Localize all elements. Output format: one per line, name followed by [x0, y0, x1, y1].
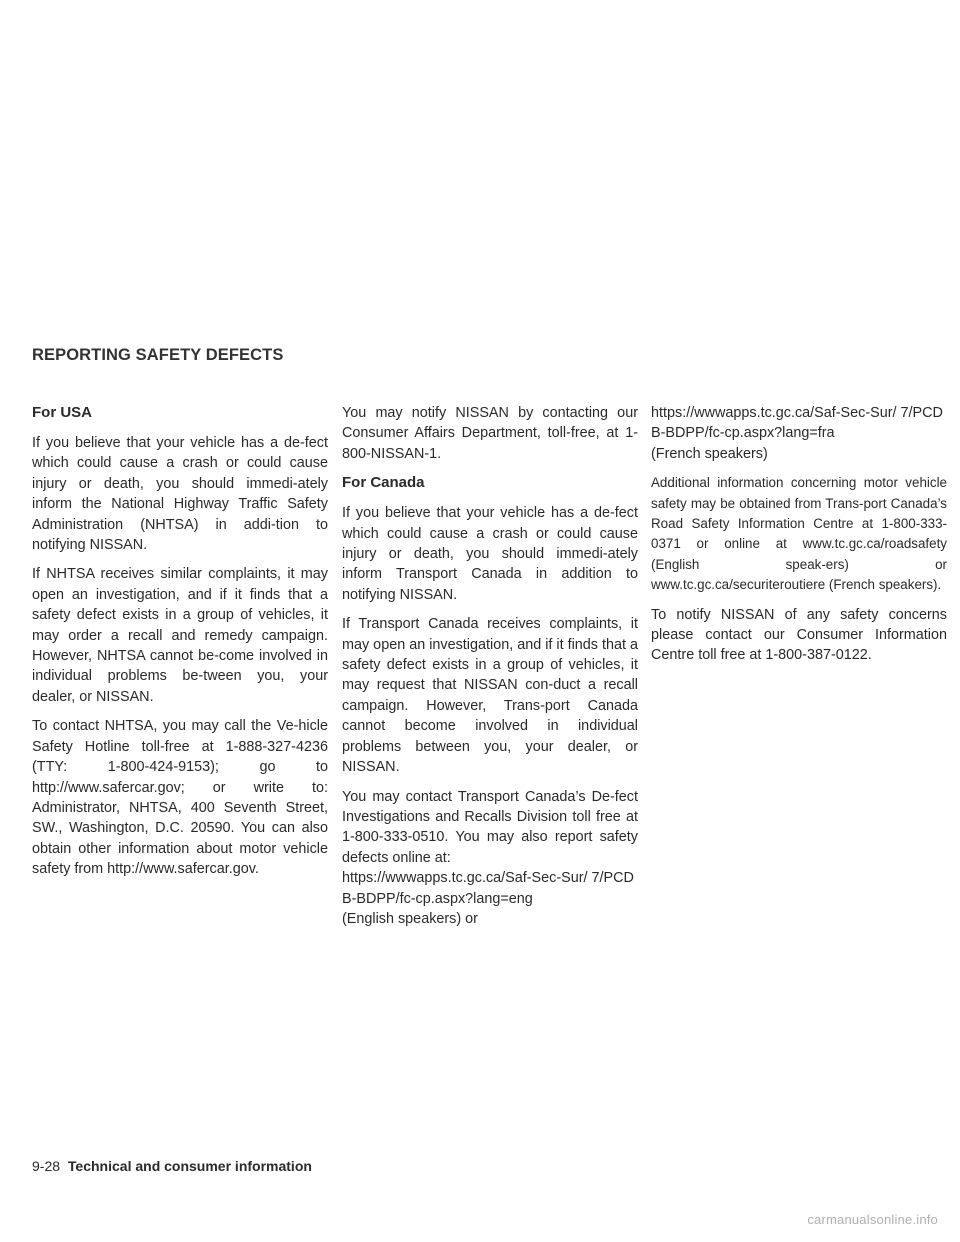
footer-section-name: Technical and consumer information: [67, 1158, 312, 1174]
heading-for-canada: For Canada: [342, 474, 425, 492]
canada-paragraph-2: If Transport Canada receives complaints, it may open an investigation, and if it finds that a safety defect exists in a group of vehicles, it may request that NISSAN con-duct a recall campaign. However, Trans-port Canada cannot become involved in individual problems between you, your dealer, or NISSAN.: [342, 616, 638, 776]
usa-paragraph-2: If NHTSA receives similar complaints, it may open an investigation, and if it finds that a safety defect exists in a group of vehicles, it may order a recall and remedy campaign. However, NHTSA cannot be-come involved in individual problems be-tween you, your dealer, or NISSAN.: [32, 566, 328, 705]
column-right: [651, 403, 947, 675]
column-middle: [342, 403, 638, 938]
watermark: carmanualsonline.info: [807, 1212, 938, 1227]
french-speakers-note: (French speakers): [651, 445, 768, 462]
usa-paragraph-1: If you believe that your vehicle has a de-fect which could cause a crash or could cause injury or death, you should immedi-ately inform the National Highway Traffic Safety Administration (NHTSA) in addi-tion to notifying NISSAN.: [32, 435, 328, 554]
page-number: 9-28: [32, 1158, 61, 1174]
road-safety-info-paragraph: Additional information concerning motor vehicle safety may be obtained from Trans-port Canada’s Road Safety Information Centre at 1-800-333-0371 or online at www.tc.gc.ca/roadsafety (English speak-ers) or www.tc.gc.ca/securiteroutiere (French speakers).: [651, 475, 947, 593]
canada-paragraph-1: If you believe that your vehicle has a de-fect which could cause a crash or could cause injury or death, you should immedi-ately inform Transport Canada in addition to notifying NISSAN.: [342, 505, 638, 603]
consumer-info-paragraph: To notify NISSAN of any safety concerns please contact our Consumer Information Centre toll free at 1-800-387-0122.: [651, 606, 947, 664]
english-speakers-note: (English speakers) or: [342, 910, 478, 927]
page-footer: [32, 1158, 312, 1174]
canada-paragraph-3: You may contact Transport Canada’s De-fect Investigations and Recalls Division toll free at 1-800-333-0510. You may also report safety defects online at:: [342, 788, 638, 866]
heading-for-usa: For USA: [32, 404, 92, 421]
section-title: REPORTING SAFETY DEFECTS: [32, 346, 284, 364]
notify-nissan-paragraph: You may notify NISSAN by contacting our Consumer Affairs Department, toll-free, at 1-800-NISSAN-1.: [342, 405, 638, 462]
canada-report-url-english: https://wwwapps.tc.gc.ca/Saf-Sec-Sur/ 7/PCDB-BDPP/fc-cp.aspx?lang=eng: [342, 870, 634, 907]
canada-report-url-french: https://wwwapps.tc.gc.ca/Saf-Sec-Sur/ 7/PCDB-BDPP/fc-cp.aspx?lang=fra: [651, 405, 943, 442]
column-usa: [32, 403, 328, 889]
usa-paragraph-3: To contact NHTSA, you may call the Ve-hicle Safety Hotline toll-free at 1-888-327-4236 (TTY: 1-800-424-9153); go to http://www.safercar.gov; or write to: Administrator, NHTSA, 400 Seventh Street, SW., Washington, D.C. 20590. You can also obtain other information about motor vehicle safety from http://www.safercar.gov.: [32, 718, 328, 878]
